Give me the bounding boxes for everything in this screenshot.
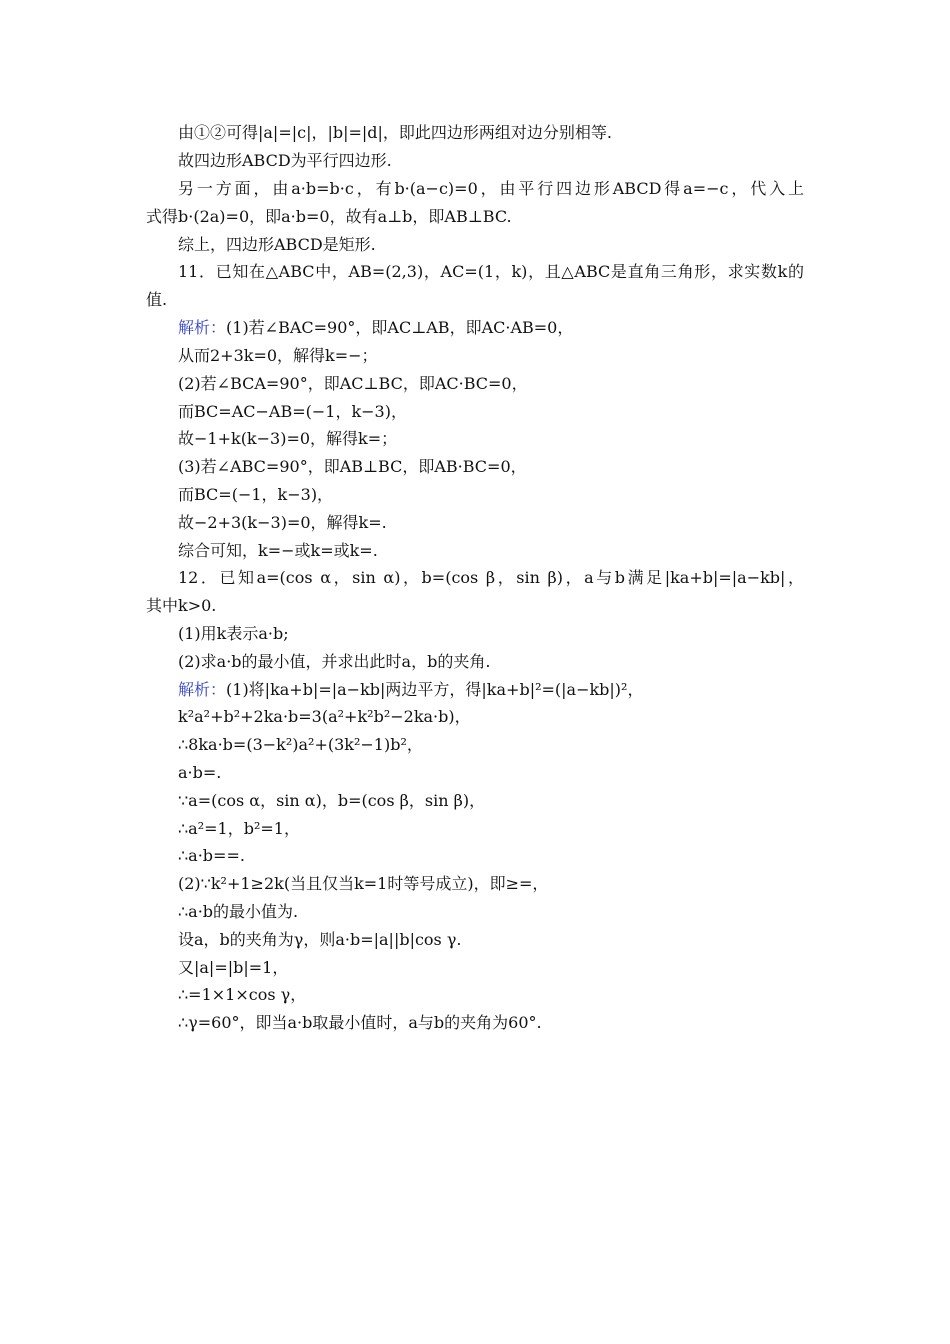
text-line: 从而2+3k=0，解得k=−； — [178, 346, 378, 365]
text-line: ∵a=(cos α，sin α)，b=(cos β，sin β)， — [178, 791, 486, 810]
text-line: ∴γ=60°，即当a·b取最小值时，a与b的夹角为60°. — [178, 1013, 542, 1032]
text-line: (1)若∠BAC=90°，即AC⊥AB，即AC·AB=0， — [226, 318, 574, 337]
text-line: 其中k>0. — [146, 596, 217, 615]
text-line: ∴a·b==. — [178, 846, 245, 865]
text-line: k²a²+b²+2ka·b=3(a²+k²b²−2ka·b)， — [178, 707, 471, 726]
text-line: (2)若∠BCA=90°，即AC⊥BC，即AC·BC=0， — [178, 374, 528, 393]
analysis-line — [178, 317, 573, 339]
text-line: 而BC=AC−AB=(−1，k−3)， — [178, 402, 407, 421]
text-line: 故−2+3(k−3)=0，解得k=. — [178, 513, 387, 532]
analysis-label: 解析： — [178, 680, 227, 699]
text-line: ∴8ka·b=(3−k²)a²+(3k²−1)b²， — [178, 735, 423, 754]
text-line: (2)∵k²+1≥2k(当且仅当k=1时等号成立)，即≥=， — [178, 874, 549, 893]
text-line: (1)将|ka+b|=|a−kb|两边平方，得|ka+b|²=(|a−kb|)²， — [226, 680, 644, 699]
text-line: ∴a²=1，b²=1， — [178, 819, 300, 838]
question-12: 12．已知a=(cos α，sin α)，b=(cos β，sin β)，a与b满足|ka+b|=|a−kb|， — [178, 568, 804, 587]
text-line: (2)求a·b的最小值，并求出此时a，b的夹角. — [178, 652, 491, 671]
text-line: 而BC=(−1，k−3)， — [178, 485, 334, 504]
question-11: 11．已知在△ABC中，AB=(2,3)，AC=(1，k)，且△ABC是直角三角形，求实数k的 — [178, 262, 804, 281]
text-line: a·b=. — [178, 763, 222, 782]
text-line: (3)若∠ABC=90°，即AB⊥BC，即AB·BC=0， — [178, 457, 527, 476]
text-line: 又|a|=|b|=1， — [178, 958, 289, 977]
text-line: (1)用k表示a·b; — [178, 624, 289, 643]
text-line: 综上，四边形ABCD是矩形. — [178, 235, 376, 254]
analysis-line — [178, 679, 643, 701]
analysis-label: 解析： — [178, 318, 227, 337]
text-line: 式得b·(2a)=0，即a·b=0，故有a⊥b，即AB⊥BC. — [146, 207, 512, 226]
text-line: ∴a·b的最小值为. — [178, 902, 299, 921]
text-line: 设a，b的夹角为γ，则a·b=|a||b|cos γ. — [178, 930, 462, 949]
text-line: ∴=1×1×cos γ， — [178, 985, 307, 1004]
text-line: 由①②可得|a|=|c|，|b|=|d|，即此四边形两组对边分别相等. — [178, 123, 613, 142]
text-line: 故−1+k(k−3)=0，解得k=； — [178, 429, 398, 448]
text-line: 值. — [146, 290, 168, 309]
text-line: 另一方面，由a·b=b·c，有b·(a−c)=0，由平行四边形ABCD得a=−c，代入上 — [178, 179, 804, 198]
text-line: 故四边形ABCD为平行四边形. — [178, 151, 392, 170]
text-line: 综合可知，k=−或k=或k=. — [178, 541, 378, 560]
